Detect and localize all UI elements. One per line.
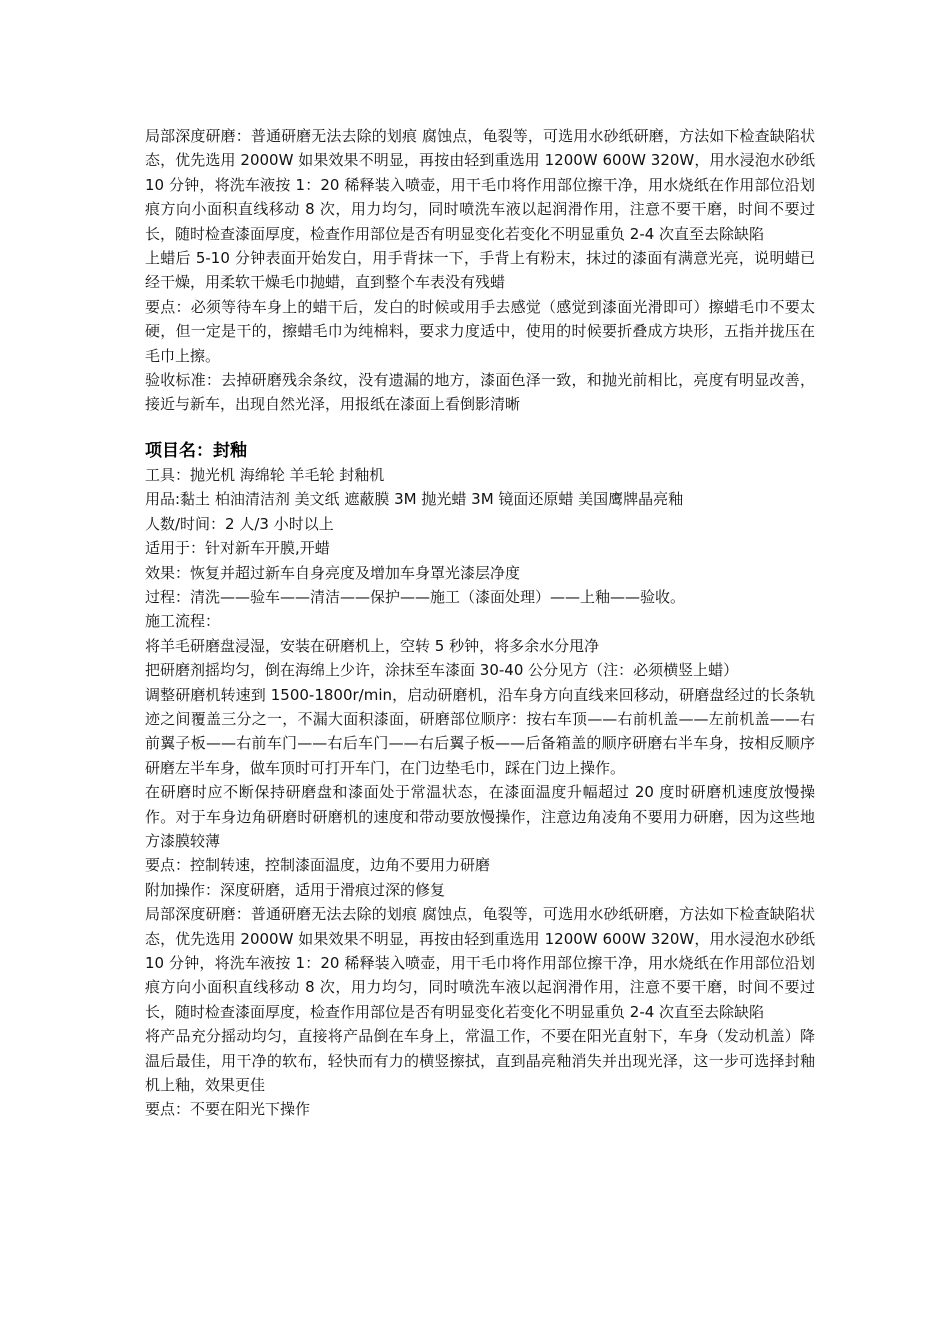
line-applicable: 适用于：针对新车开膜,开蜡: [145, 539, 330, 558]
line-step-apply-compound: 把研磨剂摇均匀，倒在海绵上少许，涂抹至车漆面 30-40 公分见方（注：必须横竖上蜡）: [145, 661, 739, 680]
line-step-polishing-order: 调整研磨机转速到 1500-1800r/min，启动研磨机，沿车身方向直线来回移动，研磨盘经过的长条轨迹之间覆盖三分之一，不漏大面积漆面，研磨部位顺序：按右车顶——右前机盖——左前机盖——右前翼子板——右前车门——右后车门——右后翼子板——后备箱盖的顺序研磨右半车身，按相反顺序研磨左半车身，做车顶时可打开车门，在门边垫毛巾，踩在门边上操作。: [145, 685, 815, 777]
line-final-key-point: 要点：不要在阳光下操作: [145, 1100, 311, 1119]
line-glazing-step: 将产品充分摇动均匀，直接将产品倒在车身上，常温工作，不要在阳光直射下，车身（发动机盖）降温后最佳，用干净的软布，轻快而有力的横竖擦拭，直到晶亮釉消失并出现光泽，这一步可选择封釉机上釉，效果更佳: [145, 1027, 815, 1095]
line-step-temperature: 在研磨时应不断保持研磨盘和漆面处于常温状态，在漆面温度升幅超过 20 度时研磨机速度放慢操作。对于车身边角研磨时研磨机的速度和带动要放慢操作，注意边角凌角不要用力研磨，因为这些地方漆膜较薄: [145, 783, 815, 850]
line-supplies: 用品:黏土 柏油清洁剂 美文纸 遮蔽膜 3M 抛光蜡 3M 镜面还原蜡 美国鹰牌晶亮釉: [145, 490, 684, 509]
paragraph-acceptance-standard: 验收标准：去掉研磨残余条纹，没有遗漏的地方，漆面色泽一致，和抛光前相比，亮度有明显改善，接近与新车，出现自然光泽，用报纸在漆面上看倒影清晰: [145, 371, 815, 414]
line-additional-operation: 附加操作：深度研磨，适用于滑痕过深的修复: [145, 880, 446, 899]
line-key-points: 要点：控制转速，控制漆面温度，边角不要用力研磨: [145, 856, 491, 875]
paragraph-deep-polishing: 局部深度研磨：普通研磨无法去除的划痕 腐蚀点，龟裂等，可选用水砂纸研磨，方法如下检查缺陷状态，优先选用 2000W 如果效果不明显，再按由轻到重选用 1200W 600W 320W，用水浸泡水砂纸 10 分钟，将洗车液按 1：20 稀释装入喷壶，用干毛巾将作用部位擦干净，用水烧纸在作用部位沿划痕方向小面积直线移动 8 次，用力均匀，同时喷洗车液以起润滑作用，注意不要干磨，时间不要过长，随时检查漆面厚度，检查作用部位是否有明显变化若变化不明显重负 2-4 次直至去除缺陷: [145, 127, 815, 243]
line-process: 过程：清洗——验车——清洁——保护——施工（漆面处理）——上釉——验收。: [145, 587, 686, 606]
line-effect: 效果：恢复并超过新车自身亮度及增加车身罩光漆层净度: [145, 563, 521, 582]
document-body: [145, 124, 815, 1122]
line-workflow-heading: 施工流程：: [145, 612, 221, 631]
paragraph-waxing-key-points: 要点：必须等待车身上的蜡干后，发白的时候或用手去感觉（感觉到漆面光滑即可）擦蜡毛巾不要太硬，但一定是干的，擦蜡毛巾为纯棉料，要求力度适中，使用的时候要折叠成方块形，五指并拢压在毛巾上擦。: [145, 297, 815, 365]
line-staff-time: 人数/时间：2 人/3 小时以上: [145, 514, 334, 533]
line-step-soak-pad: 将羊毛研磨盘浸湿，安装在研磨机上，空转 5 秒钟，将多余水分甩净: [145, 636, 600, 655]
section-title: 项目名：封釉: [145, 440, 247, 461]
line-tools: 工具：抛光机 海绵轮 羊毛轮 封釉机: [145, 465, 385, 484]
line-local-deep-polishing: 局部深度研磨：普通研磨无法去除的划痕 腐蚀点，龟裂等，可选用水砂纸研磨，方法如下检查缺陷状态，优先选用 2000W 如果效果不明显，再按由轻到重选用 1200W 600W 320W，用水浸泡水砂纸 10 分钟，将洗车液按 1：20 稀释装入喷壶，用干毛巾将作用部位擦干净，用水烧纸在作用部位沿划痕方向小面积直线移动 8 次，用力均匀，同时喷洗车液以起润滑作用，注意不要干磨，时间不要过长，随时检查漆面厚度，检查作用部位是否有明显变化若变化不明显重负 2-4 次直至去除缺陷: [145, 905, 815, 1021]
paragraph-waxing-dry: 上蜡后 5-10 分钟表面开始发白，用手背抹一下，手背上有粉末，抹过的漆面有满意光亮，说明蜡已经干燥，用柔软干燥毛巾抛蜡，直到整个车表没有残蜡: [145, 249, 815, 292]
